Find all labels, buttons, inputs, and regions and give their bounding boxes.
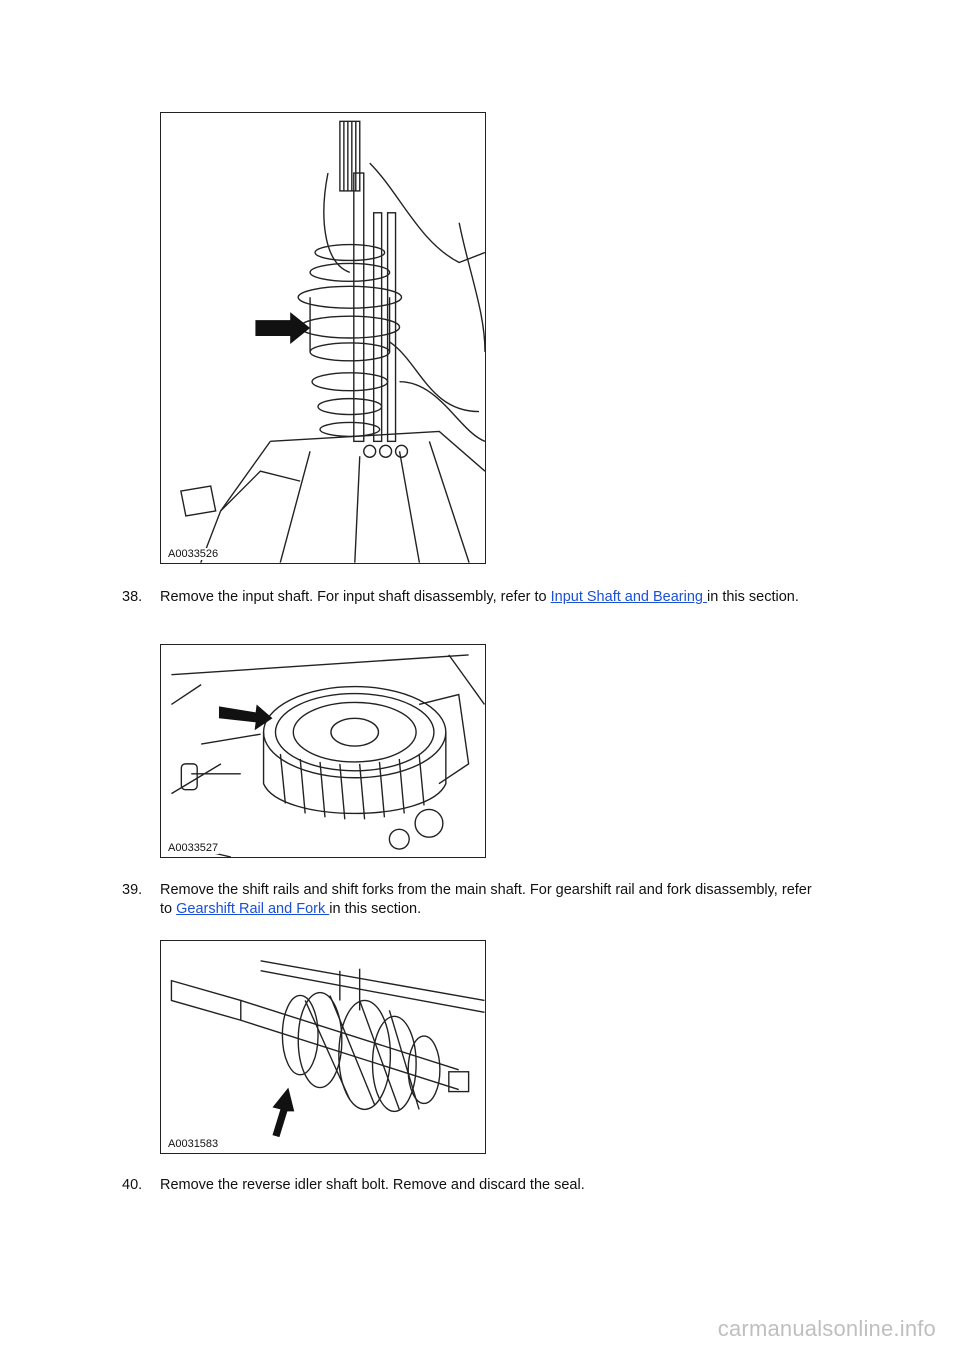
step-text-before: Remove the input shaft. For input shaft disassembly, refer to [160,589,551,605]
step-number: 38. [122,589,143,605]
link-gearshift-rail-and-fork[interactable]: Gearshift Rail and Fork [176,901,330,917]
figure-label: A0033527 [168,842,219,854]
step-text [160,588,820,607]
figure-synchronizer [160,644,486,858]
synchronizer-illustration [161,645,485,857]
step-text [160,881,820,919]
figure-label: A0033526 [168,548,219,560]
step-text: Remove the reverse idler shaft bolt. Remove and discard the seal. [160,1177,585,1193]
main-shaft-illustration [161,941,485,1153]
figure-input-shaft [160,112,486,564]
step-text-after: in this section. [329,901,422,917]
step-number: 40. [122,1177,143,1193]
watermark: carmanualsonline.info [717,1316,936,1341]
figure-label: A0031583 [168,1138,219,1150]
link-input-shaft-and-bearing[interactable]: Input Shaft and Bearing [550,589,708,605]
step-text-after: in this section. [707,589,799,605]
step-number: 39. [122,882,143,898]
input-shaft-illustration [161,113,485,563]
step-text-before: Remove the shift rails and shift forks from the main shaft. For gearshift rail and fork disassembly, refer to [160,882,812,917]
figure-main-shaft [160,940,486,1154]
